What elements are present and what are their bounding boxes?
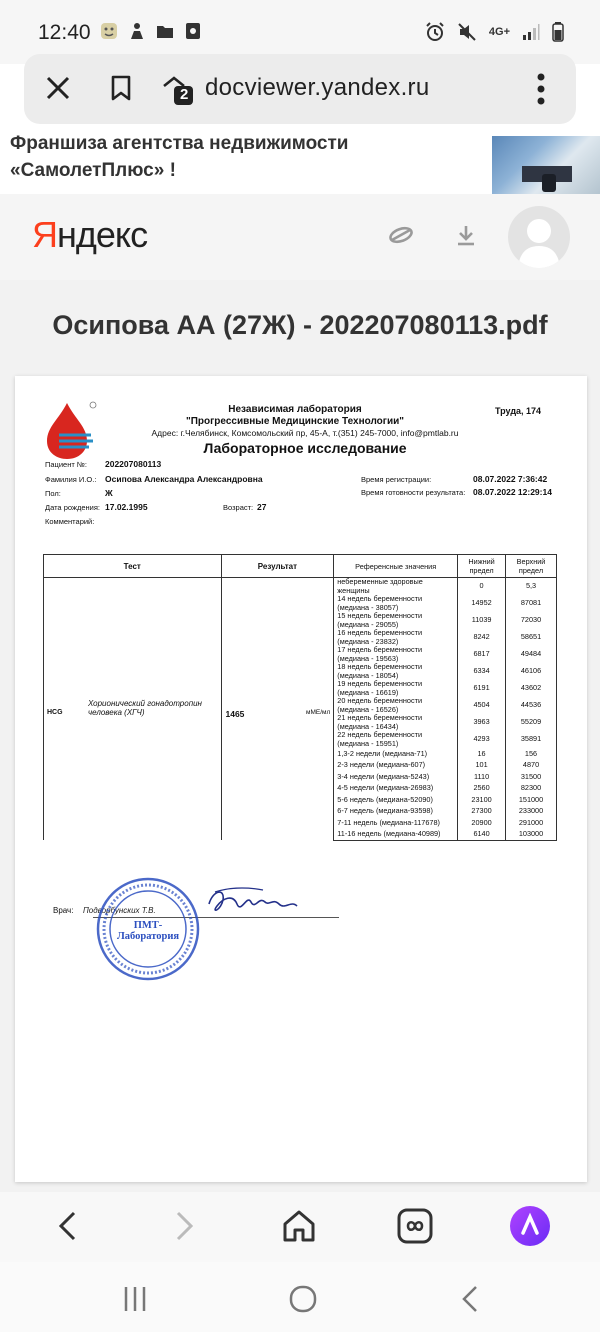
chevron-right-icon (172, 1211, 196, 1241)
ref-ref: 18 недель беременности (медиана - 18054) (334, 663, 458, 680)
ref-high: 151000 (506, 794, 557, 806)
age-label: Возраст: (223, 503, 254, 512)
ref-low: 3963 (458, 714, 506, 731)
test-name: Хорионический гонадотропин человека (ХГЧ) (88, 698, 202, 717)
ref-ref: небеременные здоровые женщины (334, 578, 458, 596)
ref-ref: 6-7 недель (медиана-93598) (334, 806, 458, 818)
ref-high: 82300 (506, 783, 557, 795)
lab-address: Адрес: г.Челябинск, Комсомольский пр, 45-А, т.(351) 245-7000, info@pmtlab.ru (151, 428, 459, 438)
ref-low: 11039 (458, 612, 506, 629)
ref-ref: 5-6 недель (медиана-52090) (334, 794, 458, 806)
table-row (44, 578, 557, 596)
fio-label: Фамилия И.О.: (45, 475, 97, 484)
test-cell (44, 578, 222, 841)
ref-low: 6334 (458, 663, 506, 680)
tabs-icon (160, 72, 194, 106)
signal-icon (522, 23, 540, 41)
ready-time: 08.07.2022 12:29:14 (473, 487, 552, 497)
tabs-button[interactable] (160, 72, 194, 106)
address-bar[interactable] (24, 54, 576, 124)
more-options-icon[interactable] (536, 72, 546, 106)
back-button[interactable] (48, 1206, 88, 1246)
registration-label: Время регистрации: (361, 475, 432, 484)
ref-ref: 4-5 недели (медиана-26983) (334, 783, 458, 795)
ref-low: 4504 (458, 697, 506, 714)
document-title: Осипова АА (27Ж) - 202207080113.pdf (52, 310, 548, 340)
ref-low: 1110 (458, 771, 506, 783)
ref-high: 87081 (506, 595, 557, 612)
ref-ref: 19 недель беременности (медиана - 16619) (334, 680, 458, 697)
system-back-icon[interactable] (456, 1284, 486, 1314)
folder-icon (156, 22, 174, 40)
dob-label: Дата рождения: (45, 503, 100, 512)
forward-button[interactable] (164, 1206, 204, 1246)
ad-text[interactable]: Франшиза агентства недвижимости «СамолетПлюс» ! (10, 133, 349, 181)
test-code: HCG (47, 709, 63, 716)
status-notification-icons (100, 22, 202, 40)
ref-high: 35891 (506, 731, 557, 748)
status-time: 12:40 (38, 21, 91, 44)
ref-low: 2560 (458, 783, 506, 795)
ref-low: 27300 (458, 806, 506, 818)
bookmark-icon[interactable] (108, 74, 134, 102)
home-icon (281, 1208, 317, 1244)
ref-low: 0 (458, 578, 506, 596)
patient-dob: 17.02.1995 (105, 502, 148, 512)
registration-time: 08.07.2022 7:36:42 (473, 474, 548, 484)
lab-heading: Лабораторное исследование (203, 440, 407, 456)
url-text[interactable]: docviewer.yandex.ru (205, 74, 430, 101)
ref-low: 6191 (458, 680, 506, 697)
header-low: Нижний предел (458, 555, 506, 578)
network-type: 4G+ (488, 26, 510, 38)
doctor-label: Врач: (53, 906, 74, 915)
signature (203, 884, 303, 922)
results-body (44, 578, 557, 841)
ref-low: 6817 (458, 646, 506, 663)
ref-high: 72030 (506, 612, 557, 629)
ref-ref: 2-3 недели (медиана-607) (334, 760, 458, 772)
result-value: 1465 (225, 709, 245, 719)
ref-high: 291000 (506, 817, 557, 829)
close-icon[interactable] (44, 74, 72, 102)
ref-low: 4293 (458, 731, 506, 748)
document-viewer (0, 280, 600, 1192)
ref-ref: 22 недель беременности (медиана - 15951) (334, 731, 458, 748)
ref-high: 49484 (506, 646, 557, 663)
tab-count: 2 (180, 86, 189, 103)
sex-label: Пол: (45, 489, 61, 498)
ref-high: 103000 (506, 829, 557, 841)
doctor-name: Подворбунских Т.В. (83, 906, 156, 915)
result-unit: мМЕ/мл (305, 709, 331, 716)
ref-ref: 16 недель беременности (медиана - 23832) (334, 629, 458, 646)
avatar[interactable] (508, 206, 570, 268)
yandex-header (0, 194, 600, 280)
ref-low: 14952 (458, 595, 506, 612)
lab-street: Труда, 174 (495, 406, 542, 416)
download-icon[interactable] (456, 224, 476, 246)
stamp-text: ПМТ-Лаборатория (116, 920, 180, 942)
ref-high: 233000 (506, 806, 557, 818)
lab-name: Независимая лаборатория "Прогрессивные Медицинские Технологии" (186, 404, 404, 427)
patient-sex: Ж (105, 488, 113, 498)
ready-label: Время готовности результата: (361, 488, 466, 497)
ref-high: 44536 (506, 697, 557, 714)
ref-high: 58651 (506, 629, 557, 646)
ref-ref: 14 недель беременности (медиана - 38057) (334, 595, 458, 612)
ref-low: 20900 (458, 817, 506, 829)
tabs-overview-button[interactable] (395, 1206, 435, 1246)
header-test: Тест (44, 555, 222, 578)
ref-ref: 15 недель беременности (медиана - 29055) (334, 612, 458, 629)
infinity-tabs-icon (397, 1208, 433, 1244)
home-circle-icon[interactable] (288, 1284, 318, 1314)
alarm-icon (425, 22, 445, 42)
ref-ref: 11-16 недель (медиана-40989) (334, 829, 458, 841)
battery-icon (552, 22, 564, 42)
patient-age: 27 (257, 502, 267, 512)
stamp (95, 876, 201, 982)
ref-ref: 21 недель беременности (медиана - 16434) (334, 714, 458, 731)
ref-high: 55209 (506, 714, 557, 731)
ref-ref: 3-4 недели (медиана-5243) (334, 771, 458, 783)
ref-high: 31500 (506, 771, 557, 783)
yandex-logo[interactable]: Яндекс (32, 214, 148, 255)
mute-icon (457, 22, 477, 42)
user-icon (508, 206, 570, 268)
patient-number: 202207080113 (105, 459, 162, 469)
ref-high: 43602 (506, 680, 557, 697)
recent-apps-icon[interactable] (120, 1284, 150, 1314)
ref-low: 23100 (458, 794, 506, 806)
home-button[interactable] (279, 1206, 319, 1246)
ref-ref: 1,3-2 недели (медиана-71) (334, 748, 458, 760)
ref-high: 46106 (506, 663, 557, 680)
chevron-left-icon (56, 1211, 80, 1241)
yandex-disk-icon[interactable] (388, 224, 414, 244)
results-table (43, 554, 557, 841)
lab-logo-icon (45, 401, 97, 461)
ad-image[interactable] (492, 136, 600, 194)
patient-number-label: Пациент №: (45, 460, 88, 469)
ref-low: 16 (458, 748, 506, 760)
ref-high: 156 (506, 748, 557, 760)
emoji-icon (100, 22, 118, 40)
ref-ref: 17 недель беременности (медиана - 19563) (334, 646, 458, 663)
header-high: Верхний предел (506, 555, 557, 578)
ad-banner[interactable] (0, 128, 600, 194)
ref-low: 8242 (458, 629, 506, 646)
header-result: Результат (221, 555, 334, 578)
browser-bottom-nav (0, 1192, 600, 1262)
patient-fio: Осипова Александра Александровна (105, 474, 263, 484)
header-ref: Референсные значения (334, 555, 458, 578)
document-page[interactable] (15, 376, 587, 1182)
ref-low: 6140 (458, 829, 506, 841)
alice-assistant-icon (510, 1206, 550, 1246)
ref-high: 5,3 (506, 578, 557, 596)
status-system-icons (425, 22, 564, 42)
ref-ref: 20 недель беременности (медиана - 16526) (334, 697, 458, 714)
ref-low: 101 (458, 760, 506, 772)
result-cell (221, 578, 334, 841)
system-nav-bar (0, 1262, 600, 1332)
ref-high: 4870 (506, 760, 557, 772)
ref-ref: 7-11 недель (медиана-117678) (334, 817, 458, 829)
comment-label: Комментарий: (45, 517, 95, 526)
alice-button[interactable] (510, 1206, 550, 1246)
storage-icon (184, 22, 202, 40)
person-icon (128, 22, 146, 40)
